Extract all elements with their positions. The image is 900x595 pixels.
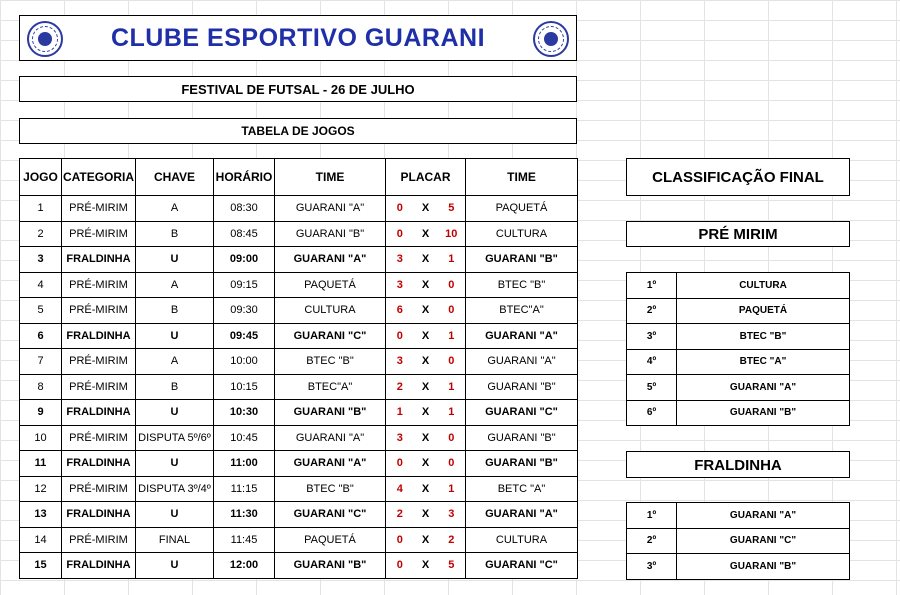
subtitle-banner bbox=[19, 76, 577, 102]
cell-time-home: GUARANI "B" bbox=[275, 400, 386, 426]
cell-jogo: 14 bbox=[20, 527, 62, 553]
cell-horario: 10:30 bbox=[214, 400, 275, 426]
page-title: CLUBE ESPORTIVO GUARANI bbox=[110, 24, 486, 52]
cell-score-away: 0 bbox=[438, 272, 466, 298]
cell-score-home: 0 bbox=[386, 553, 414, 579]
rank-team: GUARANI "A" bbox=[677, 503, 850, 529]
cell-score-away: 0 bbox=[438, 298, 466, 324]
cell-score-separator: X bbox=[414, 349, 438, 375]
classification-title: CLASSIFICAÇÃO FINAL bbox=[652, 169, 824, 186]
table-row bbox=[20, 374, 578, 400]
table-row bbox=[20, 196, 578, 222]
cell-time-home: BTEC "B" bbox=[275, 476, 386, 502]
cell-score-separator: X bbox=[414, 502, 438, 528]
cell-score-separator: X bbox=[414, 272, 438, 298]
cell-horario: 09:15 bbox=[214, 272, 275, 298]
cell-time-away: GUARANI "B" bbox=[466, 247, 578, 273]
cell-jogo: 12 bbox=[20, 476, 62, 502]
cell-horario: 10:15 bbox=[214, 374, 275, 400]
header-chave: CHAVE bbox=[136, 159, 214, 196]
table-row bbox=[20, 272, 578, 298]
cell-time-away: GUARANI "A" bbox=[466, 349, 578, 375]
cell-score-separator: X bbox=[414, 247, 438, 273]
cell-score-home: 0 bbox=[386, 527, 414, 553]
cell-time-home: GUARANI "C" bbox=[275, 323, 386, 349]
fraldinha-heading-box bbox=[626, 451, 850, 478]
cell-categoria: PRÉ-MIRIM bbox=[62, 272, 136, 298]
cell-score-home: 2 bbox=[386, 374, 414, 400]
cell-time-home: GUARANI "A" bbox=[275, 196, 386, 222]
rank-team: GUARANI "B" bbox=[677, 554, 850, 580]
cell-horario: 10:45 bbox=[214, 425, 275, 451]
cell-categoria: PRÉ-MIRIM bbox=[62, 476, 136, 502]
ranking-row bbox=[627, 375, 850, 401]
rank-team: GUARANI "B" bbox=[677, 400, 850, 426]
classification-title-box bbox=[626, 158, 850, 196]
rank-position: 3º bbox=[627, 554, 677, 580]
cell-jogo: 15 bbox=[20, 553, 62, 579]
cell-score-home: 3 bbox=[386, 425, 414, 451]
cell-time-away: BETC "A" bbox=[466, 476, 578, 502]
cell-categoria: PRÉ-MIRIM bbox=[62, 349, 136, 375]
ranking-row bbox=[627, 503, 850, 529]
cell-chave: DISPUTA 3º/4º bbox=[136, 476, 214, 502]
cell-score-separator: X bbox=[414, 196, 438, 222]
cell-chave: U bbox=[136, 553, 214, 579]
header-placar: PLACAR bbox=[386, 159, 466, 196]
rank-position: 2º bbox=[627, 528, 677, 554]
cell-score-home: 0 bbox=[386, 451, 414, 477]
cell-score-away: 1 bbox=[438, 374, 466, 400]
cell-score-home: 3 bbox=[386, 349, 414, 375]
cell-score-home: 0 bbox=[386, 323, 414, 349]
cell-horario: 11:15 bbox=[214, 476, 275, 502]
cell-horario: 12:00 bbox=[214, 553, 275, 579]
cell-score-away: 0 bbox=[438, 349, 466, 375]
cell-horario: 10:00 bbox=[214, 349, 275, 375]
cell-chave: B bbox=[136, 298, 214, 324]
cell-categoria: FRALDINHA bbox=[62, 502, 136, 528]
cell-score-away: 1 bbox=[438, 400, 466, 426]
cell-categoria: FRALDINHA bbox=[62, 451, 136, 477]
cell-score-away: 5 bbox=[438, 196, 466, 222]
cell-time-home: PAQUETÁ bbox=[275, 272, 386, 298]
cell-chave: DISPUTA 5º/6º bbox=[136, 425, 214, 451]
cell-chave: A bbox=[136, 349, 214, 375]
cell-horario: 11:30 bbox=[214, 502, 275, 528]
table-row bbox=[20, 527, 578, 553]
cell-time-home: GUARANI "A" bbox=[275, 451, 386, 477]
table-row bbox=[20, 425, 578, 451]
games-header-row bbox=[20, 159, 578, 196]
rank-position: 2º bbox=[627, 298, 677, 324]
cell-jogo: 5 bbox=[20, 298, 62, 324]
table-row bbox=[20, 476, 578, 502]
fraldinha-heading: FRALDINHA bbox=[694, 457, 782, 474]
cell-time-away: GUARANI "C" bbox=[466, 553, 578, 579]
cell-score-home: 3 bbox=[386, 247, 414, 273]
cell-score-home: 6 bbox=[386, 298, 414, 324]
cell-horario: 08:30 bbox=[214, 196, 275, 222]
header-jogo: JOGO bbox=[20, 159, 62, 196]
club-crest-icon bbox=[533, 21, 569, 57]
cell-categoria: PRÉ-MIRIM bbox=[62, 374, 136, 400]
ranking-row bbox=[627, 324, 850, 350]
cell-time-away: PAQUETÁ bbox=[466, 196, 578, 222]
cell-time-away: CULTURA bbox=[466, 221, 578, 247]
cell-horario: 11:00 bbox=[214, 451, 275, 477]
cell-chave: U bbox=[136, 451, 214, 477]
cell-score-home: 3 bbox=[386, 272, 414, 298]
cell-time-home: GUARANI "A" bbox=[275, 247, 386, 273]
cell-jogo: 13 bbox=[20, 502, 62, 528]
cell-score-away: 0 bbox=[438, 425, 466, 451]
cell-score-away: 3 bbox=[438, 502, 466, 528]
cell-chave: U bbox=[136, 247, 214, 273]
header-horario: HORÁRIO bbox=[214, 159, 275, 196]
ranking-row bbox=[627, 298, 850, 324]
cell-jogo: 10 bbox=[20, 425, 62, 451]
cell-time-home: BTEC "B" bbox=[275, 349, 386, 375]
title-banner bbox=[19, 15, 577, 61]
cell-time-home: GUARANI "B" bbox=[275, 221, 386, 247]
cell-score-separator: X bbox=[414, 323, 438, 349]
rank-position: 6º bbox=[627, 400, 677, 426]
cell-time-away: BTEC "B" bbox=[466, 272, 578, 298]
cell-chave: U bbox=[136, 502, 214, 528]
ranking-row bbox=[627, 528, 850, 554]
event-subtitle: FESTIVAL DE FUTSAL - 26 DE JULHO bbox=[181, 82, 415, 97]
rank-position: 4º bbox=[627, 349, 677, 375]
cell-jogo: 3 bbox=[20, 247, 62, 273]
cell-horario: 09:30 bbox=[214, 298, 275, 324]
cell-score-away: 1 bbox=[438, 247, 466, 273]
cell-time-home: BTEC"A" bbox=[275, 374, 386, 400]
cell-score-away: 1 bbox=[438, 476, 466, 502]
cell-time-away: CULTURA bbox=[466, 527, 578, 553]
cell-jogo: 8 bbox=[20, 374, 62, 400]
cell-time-away: BTEC"A" bbox=[466, 298, 578, 324]
cell-score-separator: X bbox=[414, 451, 438, 477]
cell-score-separator: X bbox=[414, 476, 438, 502]
table-row bbox=[20, 221, 578, 247]
cell-horario: 11:45 bbox=[214, 527, 275, 553]
cell-categoria: PRÉ-MIRIM bbox=[62, 196, 136, 222]
cell-categoria: PRÉ-MIRIM bbox=[62, 425, 136, 451]
cell-time-away: GUARANI "B" bbox=[466, 425, 578, 451]
cell-time-home: CULTURA bbox=[275, 298, 386, 324]
cell-chave: A bbox=[136, 272, 214, 298]
cell-categoria: FRALDINHA bbox=[62, 400, 136, 426]
header-time-away: TIME bbox=[466, 159, 578, 196]
games-table bbox=[19, 158, 578, 579]
cell-jogo: 11 bbox=[20, 451, 62, 477]
cell-time-away: GUARANI "B" bbox=[466, 451, 578, 477]
ranking-row bbox=[627, 349, 850, 375]
table-row bbox=[20, 400, 578, 426]
cell-chave: A bbox=[136, 196, 214, 222]
table-row bbox=[20, 298, 578, 324]
cell-jogo: 1 bbox=[20, 196, 62, 222]
cell-horario: 09:00 bbox=[214, 247, 275, 273]
cell-jogo: 9 bbox=[20, 400, 62, 426]
cell-categoria: FRALDINHA bbox=[62, 553, 136, 579]
cell-chave: B bbox=[136, 221, 214, 247]
table-row bbox=[20, 247, 578, 273]
cell-score-separator: X bbox=[414, 374, 438, 400]
cell-chave: B bbox=[136, 374, 214, 400]
cell-score-home: 0 bbox=[386, 221, 414, 247]
cell-score-separator: X bbox=[414, 553, 438, 579]
cell-categoria: PRÉ-MIRIM bbox=[62, 527, 136, 553]
rank-position: 5º bbox=[627, 375, 677, 401]
ranking-row bbox=[627, 400, 850, 426]
cell-score-home: 4 bbox=[386, 476, 414, 502]
cell-score-home: 1 bbox=[386, 400, 414, 426]
pre-mirim-ranking-table bbox=[626, 272, 850, 426]
cell-time-home: GUARANI "B" bbox=[275, 553, 386, 579]
cell-score-separator: X bbox=[414, 298, 438, 324]
table-row bbox=[20, 502, 578, 528]
cell-score-separator: X bbox=[414, 425, 438, 451]
pre-mirim-heading-box bbox=[626, 221, 850, 247]
cell-time-away: GUARANI "A" bbox=[466, 323, 578, 349]
cell-time-home: PAQUETÁ bbox=[275, 527, 386, 553]
cell-jogo: 7 bbox=[20, 349, 62, 375]
rank-team: PAQUETÁ bbox=[677, 298, 850, 324]
table-label-banner bbox=[19, 118, 577, 144]
rank-position: 1º bbox=[627, 503, 677, 529]
cell-chave: FINAL bbox=[136, 527, 214, 553]
cell-score-away: 10 bbox=[438, 221, 466, 247]
cell-categoria: PRÉ-MIRIM bbox=[62, 298, 136, 324]
table-row bbox=[20, 349, 578, 375]
cell-score-home: 2 bbox=[386, 502, 414, 528]
cell-time-away: GUARANI "A" bbox=[466, 502, 578, 528]
cell-jogo: 4 bbox=[20, 272, 62, 298]
cell-categoria: FRALDINHA bbox=[62, 247, 136, 273]
cell-time-home: GUARANI "C" bbox=[275, 502, 386, 528]
table-row bbox=[20, 323, 578, 349]
cell-score-separator: X bbox=[414, 400, 438, 426]
table-row bbox=[20, 451, 578, 477]
cell-categoria: PRÉ-MIRIM bbox=[62, 221, 136, 247]
rank-team: BTEC "B" bbox=[677, 324, 850, 350]
pre-mirim-heading: PRÉ MIRIM bbox=[698, 226, 778, 243]
cell-time-away: GUARANI "C" bbox=[466, 400, 578, 426]
ranking-row bbox=[627, 554, 850, 580]
cell-score-separator: X bbox=[414, 527, 438, 553]
ranking-row bbox=[627, 273, 850, 299]
rank-team: GUARANI "A" bbox=[677, 375, 850, 401]
header-time-home: TIME bbox=[275, 159, 386, 196]
cell-score-home: 0 bbox=[386, 196, 414, 222]
rank-position: 3º bbox=[627, 324, 677, 350]
cell-score-separator: X bbox=[414, 221, 438, 247]
cell-chave: U bbox=[136, 400, 214, 426]
cell-time-away: GUARANI "B" bbox=[466, 374, 578, 400]
cell-categoria: FRALDINHA bbox=[62, 323, 136, 349]
cell-score-away: 5 bbox=[438, 553, 466, 579]
cell-jogo: 2 bbox=[20, 221, 62, 247]
header-categoria: CATEGORIA bbox=[62, 159, 136, 196]
cell-horario: 08:45 bbox=[214, 221, 275, 247]
table-row bbox=[20, 553, 578, 579]
rank-team: BTEC "A" bbox=[677, 349, 850, 375]
cell-jogo: 6 bbox=[20, 323, 62, 349]
cell-chave: U bbox=[136, 323, 214, 349]
rank-team: CULTURA bbox=[677, 273, 850, 299]
rank-team: GUARANI "C" bbox=[677, 528, 850, 554]
cell-horario: 09:45 bbox=[214, 323, 275, 349]
cell-score-away: 0 bbox=[438, 451, 466, 477]
cell-score-away: 1 bbox=[438, 323, 466, 349]
cell-time-home: GUARANI "A" bbox=[275, 425, 386, 451]
fraldinha-ranking-table bbox=[626, 502, 850, 580]
games-table-label: TABELA DE JOGOS bbox=[241, 124, 355, 138]
cell-score-away: 2 bbox=[438, 527, 466, 553]
rank-position: 1º bbox=[627, 273, 677, 299]
